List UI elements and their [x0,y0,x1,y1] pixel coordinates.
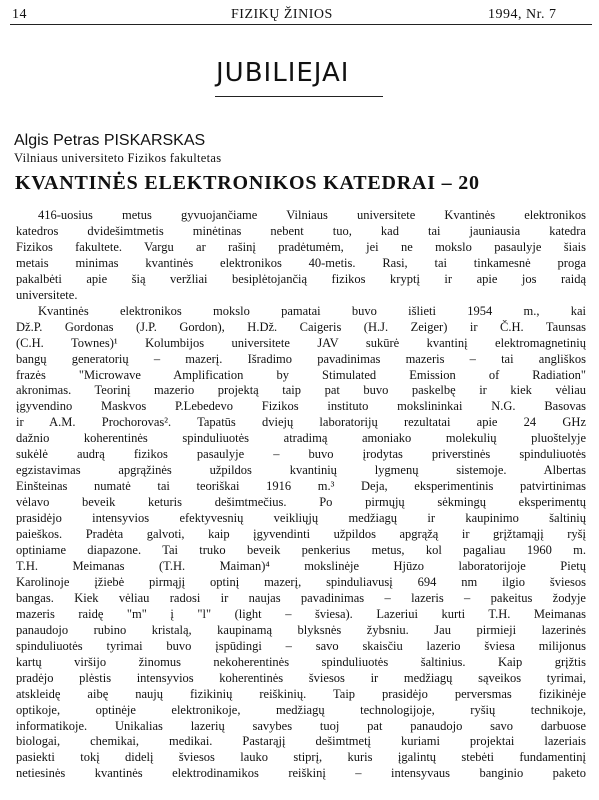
article-title: KVANTINĖS ELEKTRONIKOS KATEDRAI – 20 [15,172,480,194]
body-line: 416-uosius metus gyvuojančiame Vilniaus universitete Kvantinės elektronikos [38,208,586,222]
body-line: Karolinoje įžiebė pirmąjį optinį mazerį, spinduliavusį 694 nm ilgio šviesos [16,574,586,589]
body-line: bangas. Kiek vėliau radosi ir naujas pavadinimas – lazeris – pakeitus žodyje [16,590,586,605]
body-line: panaudojo rubino kristalą, kaupinamą blyksnės žybsniu. Jau pirmieji lazerinės [16,622,586,637]
body-line: optikoje, optinėje elektronikoje, medžiagų technologijoje, ryšių technikoje, [16,702,586,717]
body-line: frazės "Microwave Amplification by Stimulated Emission of Radiation" [16,367,586,382]
page-number: 14 [12,7,27,22]
body-line: katedros dvidešimtmetis minėtinas nebent tuo, kad tai jauniausia katedra [16,223,586,238]
body-line: dažnio koherentinės spinduliuotės atradimą amoniako molekulių pluoštelyje [16,431,586,446]
body-line: universitete. [16,287,78,302]
body-line: T.H. Meimanas (T.H. Maiman)⁴ mokslinėje Hjūzo laboratorijoje Pietų [16,558,586,573]
author-affiliation: Vilniaus universiteto Fizikos fakultetas [14,151,222,165]
body-line: atskleidę aibę naujų fizikinių reiškinių. Taip prasidėjo perversmas fizikinėje [16,686,586,701]
journal-name: FIZIKŲ ŽINIOS [231,7,333,22]
body-line: įgyvendino Maskvos P.Lebedevo Fizikos instituto mokslininkai N.G. Basovas [16,399,586,414]
body-line: pakalbėti apie šią veržliai besiplėtojančią fizikos kryptį ir apie jos raidą [16,271,586,286]
body-line: biologai, chemikai, medikai. Pastarąjį dešimtmetį kuriami projektai lazeriais [16,734,586,749]
body-line: vėlavo beveik keturis dešimtmečius. Po pirmųjų sėkmingų eksperimentų [16,495,586,510]
body-line: Dž.P. Gordonas (J.P. Gordon), H.Dž. Caigeris (H.J. Zeiger) ir Č.H. Taunsas [16,319,586,334]
body-line: (C.H. Townes)¹ Kolumbijos universitete JAV sukūrė kvantinį elektromagnetinių [16,335,586,350]
body-line: mazeris raidę "m" į "l" (light – šviesa). Lazeriui kurti T.H. Meimanas [16,606,586,621]
body-line: metais minimas kvantinės elektronikos 40-metis. Rasi, tai tinkamesnė proga [16,255,586,270]
body-line: pasiekti tokį didelį šviesos lauko stiprį, kuris įgalintų stebėti fundamentinį [16,750,586,765]
article-body [16,208,586,782]
body-line: optiniame diapazone. Tai truko beveik penkerius metus, kol pagaliau 1960 m. [16,543,586,558]
body-line: akronimas. Teorinį mazerio projektą taip pat buvo paskelbę ir kiek vėliau [16,383,586,398]
body-line: prasidėjo intensyvios efektyvesnių veikliųjų medžiagų ir kaupinimo šaltinių [16,511,586,526]
issue-number: 1994, Nr. 7 [488,7,557,22]
body-line: paieškos. Pradėta galvoti, kaip įgyvendinti užpildos apgrąžą ir grįžtamąjį ryšį [16,527,586,542]
body-line: pradėjo plėstis intensyvios koherentinės šviesos ir medžiagų sąveikos tyrimai, [16,670,586,685]
body-line: Kvantinės elektronikos mokslo pamatai buvo išlieti 1954 m., kai [38,303,586,318]
body-line: ir A.M. Prochorovas². Tapatūs dviejų laboratorijų rezultatai apie 24 GHz [16,415,586,430]
body-line: spinduliuotės tyrimai buvo įspūdingi – savo skaisčiu lazerio šviesa milijonus [16,638,586,653]
body-line: bangų generatorių – mazerį. Išradimo pavadinimas mazeris – tai angliškos [16,351,586,366]
header-rule [10,24,592,25]
author-name: Algis Petras PISKARSKAS [14,132,206,149]
body-line: netiesinės kvantinės elektrodinamikos reiškinį – intensyvaus banginio paketo [16,766,586,781]
body-line: egzistavimas apgrąžinės užpildos kvantinių lygmenų sistemoje. Albertas [16,463,586,478]
body-line: informatikoje. Unikalias lazerių savybes tuoj pat panaudojo savo darbuose [16,718,586,733]
body-line: kartų viršijo žinomus nekoherentinės spinduliuotės šaltinius. Kaip grįžtis [16,654,586,669]
body-line: sukėlė audrą fizikos pasaulyje – buvo įrodytas priverstinės spinduliuotės [16,447,586,462]
body-line: Einšteinas numatė tai teoriškai 1916 m.³ Deja, eksperimentinis patvirtinimas [16,479,586,494]
section-rule [215,96,383,97]
section-title: JUBILIEJAI [216,58,350,88]
body-line: Fizikos fakultete. Vargu ar rašinį pradėtumėm, jei ne mokslo pasaulyje šiais [16,239,586,254]
